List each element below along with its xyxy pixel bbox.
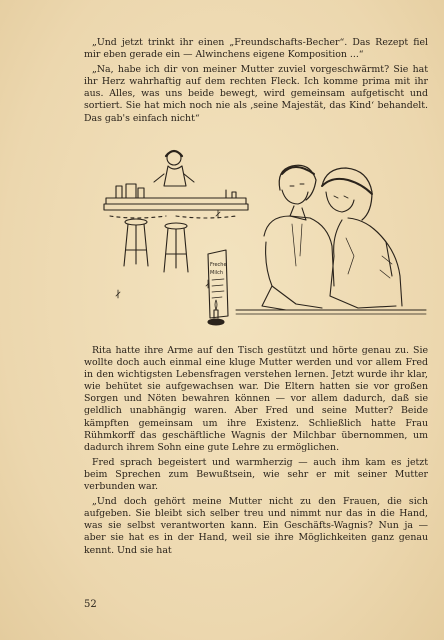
girl-figure xyxy=(322,168,402,308)
menu-card xyxy=(208,250,228,325)
menu-card-line-1: Freche xyxy=(210,262,227,268)
boy-figure xyxy=(262,165,334,310)
table xyxy=(236,310,426,314)
bottom-text-block xyxy=(84,345,428,557)
paragraph: „Und jetzt trinkt ihr einen „Freundschafts-Becher“. Das Rezept fiel mir eben gerade ein — Alwinchens eigene Komposition ...“ xyxy=(84,37,428,61)
top-text-block xyxy=(84,37,428,125)
paragraph: „Na, habe ich dir von meiner Mutter zuviel vorgeschwärmt? Sie hat ihr Herz wahrhaftig auf dem rechten Fleck. Ich komme prima mit ihr aus. Alles, was uns beide bewegt, wird gemeinsam aufgetischt und sortiert. Sie hat mich noch nie als ‚seine Majestät, das Kind‘ behandelt. Das gab's einfach nicht“ xyxy=(84,64,428,124)
menu-card-line-2: Milch xyxy=(210,270,224,276)
paragraph: „Und doch gehört meine Mutter nicht zu den Frauen, die sich aufgeben. Sie bleibt sich selber treu und nimmt nur das in die Hand, was sie selbst verantworten kann. Ein Geschäfts-Wagnis? Nun ja — aber sie hat es in der Hand, weil sie ihre Möglichkeiten ganz genau kennt. Und sie hat xyxy=(84,496,428,556)
page-number: 52 xyxy=(84,599,97,610)
paragraph: Fred sprach begeistert und warmherzig — auch ihm kam es jetzt beim Sprechen zum Bewußtsein, wie sehr er mit seiner Mutter verbunden war. xyxy=(84,456,428,493)
paragraph: Rita hatte ihre Arme auf den Tisch gestützt und hörte genau zu. Sie wollte doch auch einmal eine kluge Mutter werden und vor allem Fred in den wichtigsten Lebensfragen verstehen lernen. Jetzt wurde ihr klar, wie behütet sie aufgewachsen war. Die Eltern hatten sie vor großen Sorgen und Nöten bewahren können — vor allem dadurch, daß sie geldlich unabhängig waren. Aber Fred und seine Mutter? Beide kämpften gemeinsam um ihre Existenz. Schließlich hatte Frau Rühmkorff das geschäftliche Wagnis der Milchbar übernommen, um dadurch ihrem Sohn eine gute Lehre zu ermöglichen. xyxy=(84,345,428,453)
milk-bar-illustration xyxy=(96,146,428,342)
